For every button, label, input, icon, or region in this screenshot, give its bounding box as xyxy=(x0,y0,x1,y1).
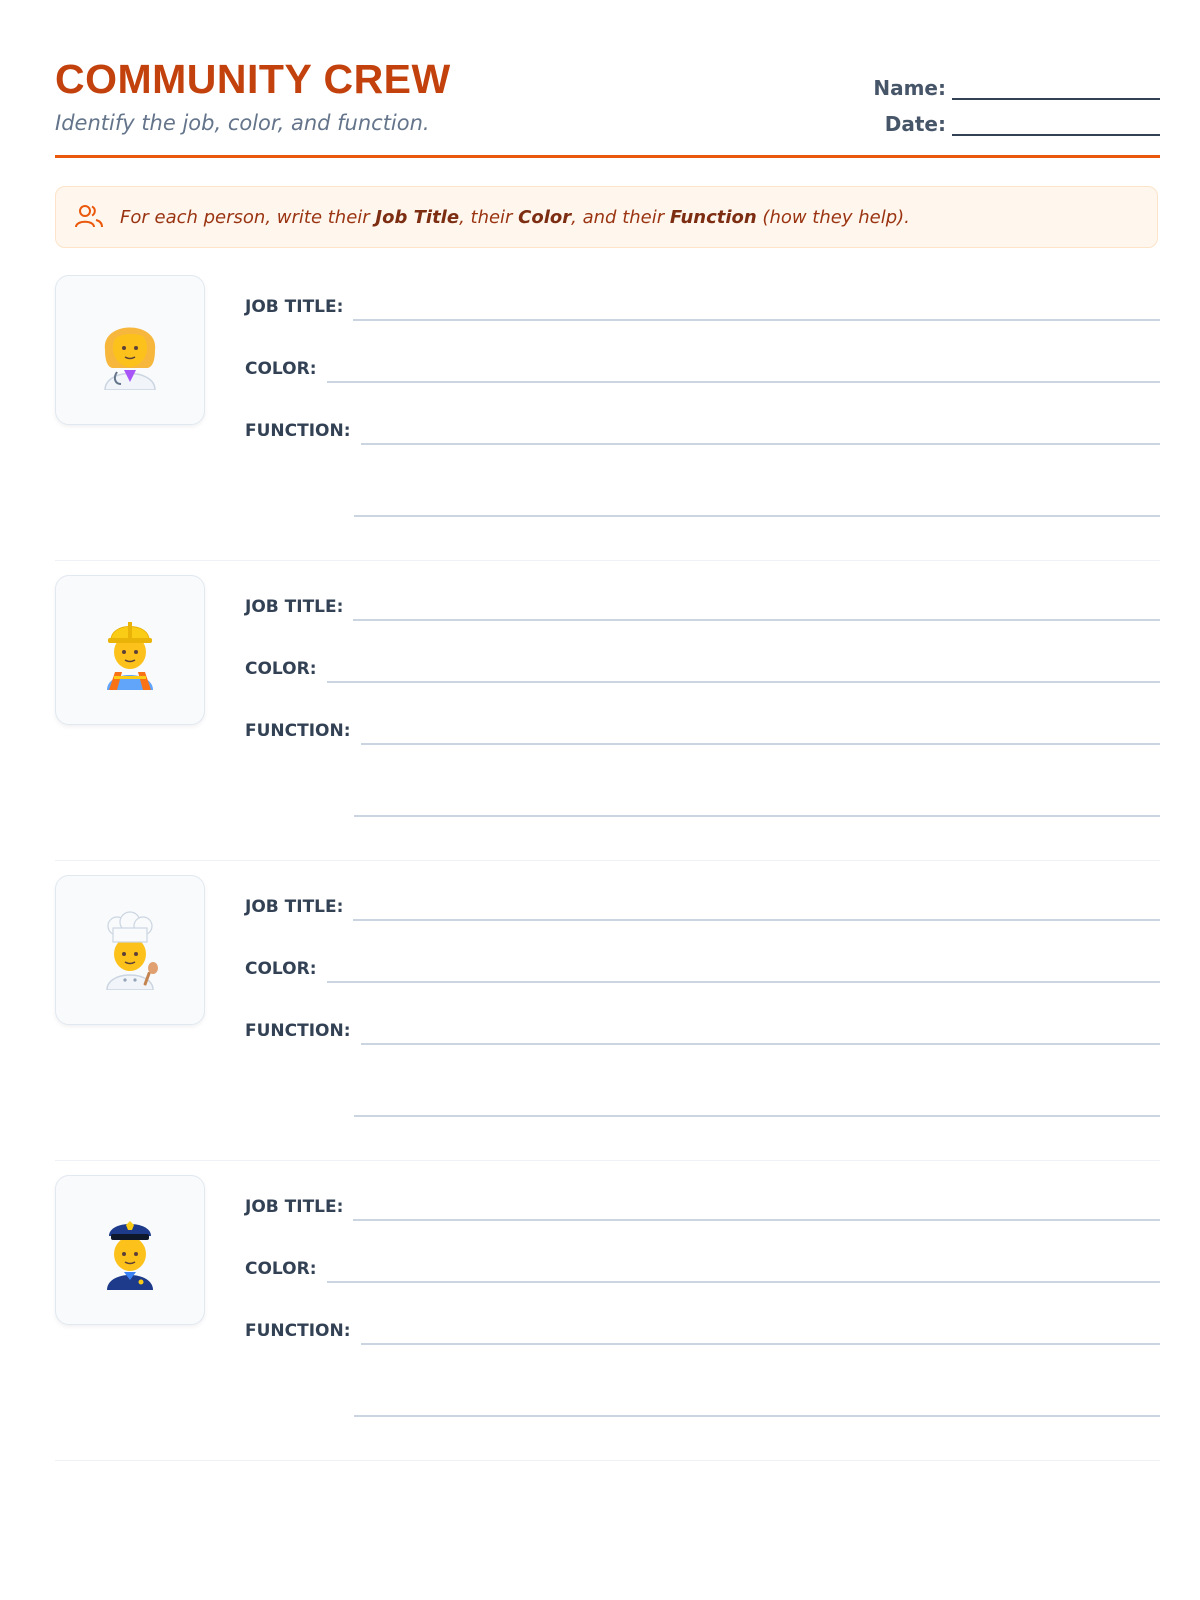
instruction-box xyxy=(55,186,1158,248)
job-title-answer-line[interactable] xyxy=(353,619,1160,621)
color-field xyxy=(245,959,1160,985)
name-blank-line[interactable] xyxy=(952,76,1160,100)
job-title-field xyxy=(245,1197,1160,1223)
function-label: FUNCTION: xyxy=(245,1021,351,1041)
color-answer-line[interactable] xyxy=(327,681,1161,683)
job-title-answer-line[interactable] xyxy=(353,919,1160,921)
color-answer-line[interactable] xyxy=(327,1281,1161,1283)
page-title: COMMUNITY CREW xyxy=(55,56,451,102)
name-field xyxy=(873,76,1160,100)
chef-icon xyxy=(95,910,165,990)
instruction-function: Function xyxy=(669,206,757,228)
person-section xyxy=(55,275,1160,561)
color-answer-line[interactable] xyxy=(327,381,1161,383)
date-field xyxy=(885,112,1160,136)
person-card xyxy=(55,1175,205,1325)
instruction-job-title: Job Title xyxy=(375,206,460,228)
worksheet-header xyxy=(55,56,1160,156)
function-answer-line-2[interactable] xyxy=(354,515,1160,517)
name-label: Name: xyxy=(873,76,946,100)
function-answer-line-2[interactable] xyxy=(354,1415,1160,1417)
function-answer-line[interactable] xyxy=(361,1343,1160,1345)
job-title-field xyxy=(245,297,1160,323)
instruction-part-3: , and their xyxy=(571,206,670,228)
color-answer-line[interactable] xyxy=(327,981,1161,983)
function-answer-line-2[interactable] xyxy=(354,815,1160,817)
instruction-text xyxy=(120,207,910,228)
job-title-field xyxy=(245,897,1160,923)
person-card xyxy=(55,575,205,725)
construction-worker-icon xyxy=(95,610,165,690)
worksheet-page xyxy=(55,0,1160,1600)
doctor-icon xyxy=(95,310,165,390)
function-answer-line-2[interactable] xyxy=(354,1115,1160,1117)
color-field xyxy=(245,1259,1160,1285)
header-divider xyxy=(55,155,1160,158)
function-answer-line[interactable] xyxy=(361,743,1160,745)
function-field xyxy=(245,1021,1160,1047)
function-label: FUNCTION: xyxy=(245,421,351,441)
police-officer-icon xyxy=(95,1210,165,1290)
color-label: COLOR: xyxy=(245,1259,317,1279)
instruction-part-1: For each person, write their xyxy=(120,206,376,228)
function-field xyxy=(245,1321,1160,1347)
date-label: Date: xyxy=(884,112,946,136)
function-answer-line[interactable] xyxy=(361,443,1160,445)
person-section xyxy=(55,575,1160,861)
job-title-label: JOB TITLE: xyxy=(245,297,344,317)
person-card xyxy=(55,275,205,425)
job-title-field xyxy=(245,597,1160,623)
person-section xyxy=(55,1175,1160,1461)
person-card xyxy=(55,875,205,1025)
function-label: FUNCTION: xyxy=(245,721,351,741)
instruction-part-4: (how they help). xyxy=(756,206,910,228)
instruction-part-2: , their xyxy=(459,206,519,228)
color-field xyxy=(245,359,1160,385)
color-field xyxy=(245,659,1160,685)
function-label: FUNCTION: xyxy=(245,1321,351,1341)
instruction-color: Color xyxy=(518,206,572,228)
color-label: COLOR: xyxy=(245,659,317,679)
people-icon xyxy=(74,202,104,232)
job-title-answer-line[interactable] xyxy=(353,1219,1160,1221)
date-blank-line[interactable] xyxy=(952,112,1160,136)
person-section xyxy=(55,875,1160,1161)
function-field xyxy=(245,421,1160,447)
page-subtitle: Identify the job, color, and function. xyxy=(55,111,430,135)
job-title-answer-line[interactable] xyxy=(353,319,1160,321)
color-label: COLOR: xyxy=(245,959,317,979)
color-label: COLOR: xyxy=(245,359,317,379)
job-title-label: JOB TITLE: xyxy=(245,597,344,617)
job-title-label: JOB TITLE: xyxy=(245,1197,344,1217)
function-answer-line[interactable] xyxy=(361,1043,1160,1045)
function-field xyxy=(245,721,1160,747)
job-title-label: JOB TITLE: xyxy=(245,897,344,917)
